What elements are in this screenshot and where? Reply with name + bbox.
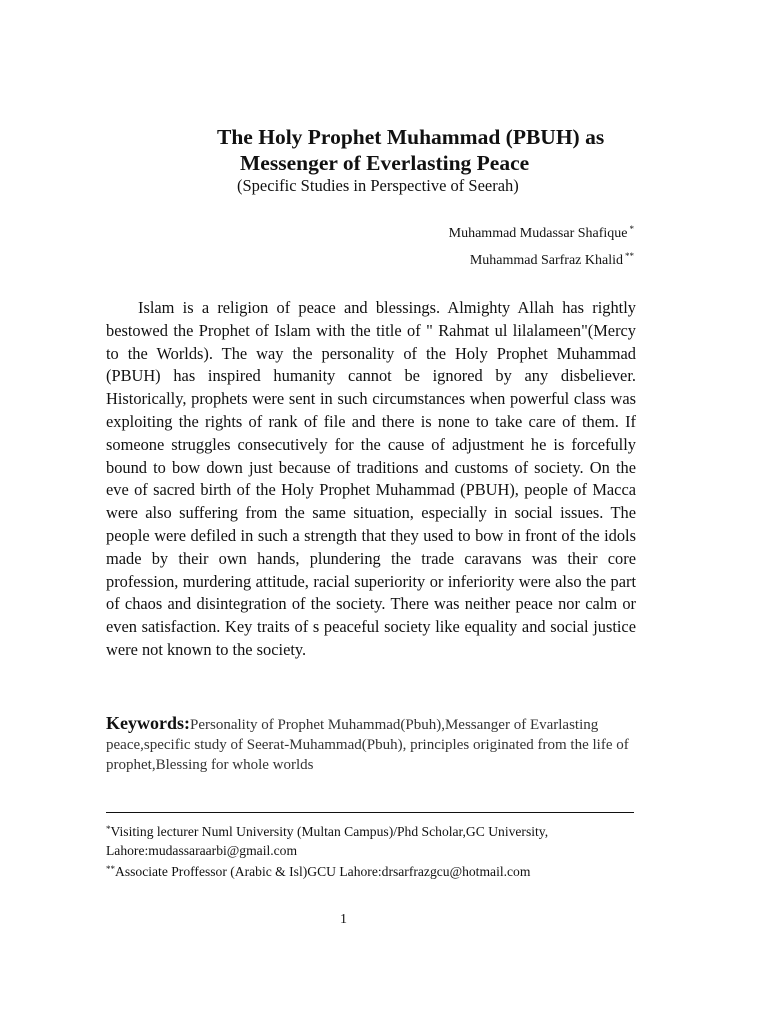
page-number: 1 [340,912,347,927]
footnotes [106,820,646,882]
paper-subtitle: (Specific Studies in Perspective of Seerah) [237,176,519,195]
title-line-2: Messenger of Everlasting Peace [240,151,530,175]
paper-title [0,124,768,176]
footnote-text: Visiting lecturer Numl University (Multan Campus)/Phd Scholar,GC University, Lahore:mudassaraarbi@gmail.com [106,824,549,858]
keywords [106,713,636,775]
footnote-2 [106,860,646,882]
keywords-label: Keywords: [106,713,190,733]
footnote-divider [106,812,634,813]
footnote-mark: ** [106,864,115,874]
author-name: Muhammad Sarfraz Khalid [469,253,623,268]
author-footnote-mark: * [629,224,634,234]
title-line-1: The Holy Prophet Muhammad (PBUH) as [217,125,605,149]
author-2 [470,247,634,270]
footnote-mark: * [106,824,111,834]
author-name: Muhammad Mudassar Shafique [448,226,628,241]
author-footnote-mark: ** [625,251,634,261]
keywords-text: Personality of Prophet Muhammad(Pbuh),Messanger of Evarlasting peace,specific study of Seerat-Muhammad(Pbuh), principles originated from the life of prophet,Blessing for whole worlds [106,717,629,773]
footnote-1 [106,820,646,860]
title-block [0,124,768,176]
footnote-text: Associate Proffessor (Arabic & Isl)GCU Lahore:drsarfrazgcu@hotmail.com [115,864,531,879]
author-1 [449,220,634,243]
abstract-paragraph: Islam is a religion of peace and blessings. Almighty Allah has rightly bestowed the Prophet of Islam with the title of " Rahmat ul lilalameen"(Mercy to the Worlds). The way the personality of the Holy Prophet Muhammad (PBUH) has inspired humanity cannot be ignored by any disbeliever. Historically, prophets were sent in such circumstances when powerful class was exploiting the rights of rank of file and there is none to take care of them. If someone struggles consecutively for the cause of adjustment he is forcefully bound to bow down just because of traditions and customs of society. On the eve of sacred birth of the Holy Prophet Muhammad (PBUH), people of Macca were also suffering from the same situation, especially in social issues. The people were defiled in such a strength that they used to bow in front of the idols made by their own hands, plundering the trade caravans was their core profession, murdering attitude, racial superiority or inferiority were also the part of chaos and disintegration of the society. There was neither peace nor calm or even satisfaction. Key traits of s peaceful society like equality and social justice were not known to the society. [106,298,636,659]
